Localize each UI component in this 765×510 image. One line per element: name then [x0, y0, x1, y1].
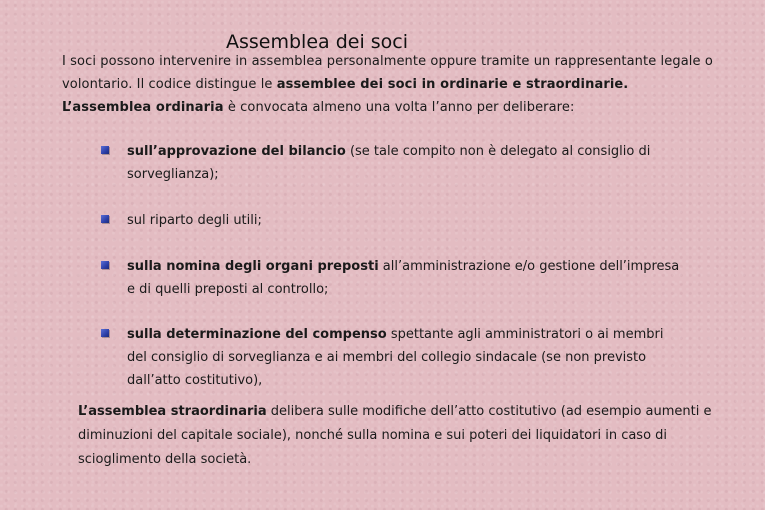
item-text: sul riparto degli utili; [127, 213, 262, 228]
intro-text-2: è convocata almeno una volta l’anno per deliberare: [223, 100, 575, 115]
intro-bold-2: L’assemblea ordinaria [62, 100, 224, 115]
outro-paragraph [78, 400, 718, 472]
slide-title: Assemblea dei soci [226, 31, 409, 53]
item-bold: sull’approvazione del bilancio [127, 144, 346, 159]
item-bold: sulla determinazione del compenso [127, 327, 387, 342]
square-bullet-icon [101, 329, 109, 337]
item-text: all’amministrazione e/o gestione dell’impresa e di quelli preposti al controllo; [127, 259, 680, 297]
outro-text: delibera sulle modifiche dell’atto costitutivo (ad esempio aumenti e diminuzioni del capitale sociale), nonché sulla nomina e sui poteri dei liquidatori in caso di scioglimento della società. [78, 404, 712, 467]
square-bullet-icon [101, 215, 109, 223]
square-bullet-icon [101, 261, 109, 269]
item-bold: sulla nomina degli organi preposti [127, 259, 379, 274]
intro-text-1: I soci possono intervenire in assemblea personalmente oppure tramite un rappresentante legale o volontario. Il codice distingue le [62, 54, 713, 92]
outro-bold: L’assemblea straordinaria [78, 404, 267, 419]
item-text: spettante agli amministratori o ai membri del consiglio di sorveglianza e ai membri del collegio sindacale (se non previsto dall’atto costitutivo), [127, 327, 664, 388]
square-bullet-icon [101, 146, 109, 154]
item-text: (se tale compito non è delegato al consiglio di sorveglianza); [127, 144, 651, 182]
intro-bold-1: assemblee dei soci in ordinarie e straordinarie. [276, 77, 629, 92]
intro-paragraph [62, 50, 722, 119]
